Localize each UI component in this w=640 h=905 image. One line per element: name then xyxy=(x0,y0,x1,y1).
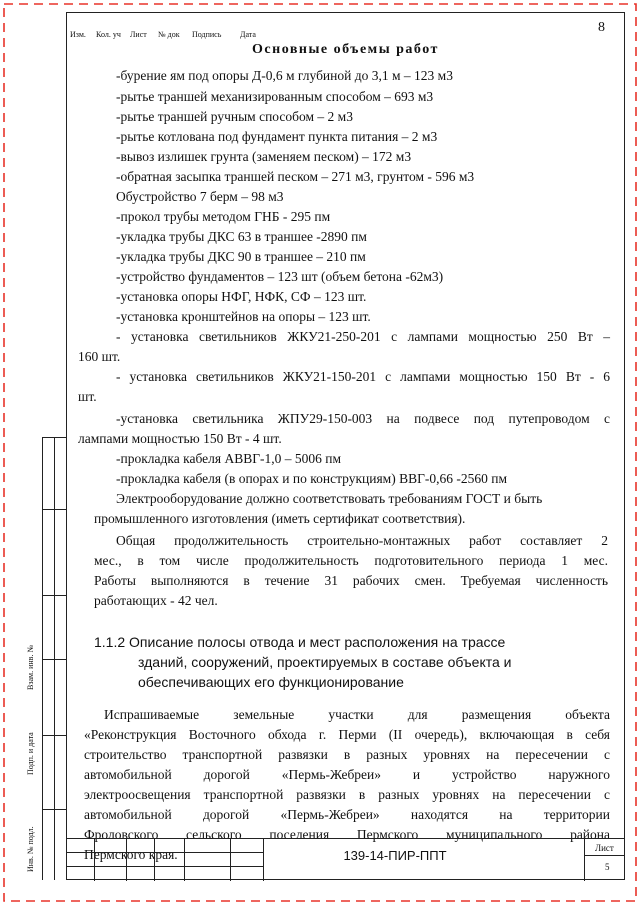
land-text: автомобильной дорогой «Пермь-Жебреи» и устройство наружного xyxy=(84,767,610,782)
stamp-label-n-dok: № док xyxy=(158,30,180,39)
duration-text: Общая продолжительность строительно-монтажных работ составляет 2 xyxy=(116,533,608,548)
section-title: зданий, сооружений, проектируемых в составе объекта и xyxy=(138,654,512,670)
stamp-label-list: Лист xyxy=(130,30,147,39)
equipment-text: промышленного изготовления (иметь сертификат соответствия). xyxy=(94,511,466,526)
stamp-label-podpis: Подпись xyxy=(192,30,222,39)
lamp-item: - установка светильников ЖКУ21-150-201 с лампами мощностью 150 Вт - 6 xyxy=(116,369,610,384)
section-title: 1.1.2 Описание полосы отвода и мест расположения на трассе xyxy=(94,634,506,650)
work-item: -рытье траншей механизированным способом – 693 м3 xyxy=(116,89,434,104)
land-text: строительство транспортной развязки в разных уровнях на пересечении с xyxy=(84,747,610,762)
duration-text: работающих - 42 чел. xyxy=(94,593,218,608)
work-item: -устройство фундаментов – 123 шт (объем бетона -62м3) xyxy=(116,269,444,284)
sheet-number: 5 xyxy=(605,862,610,872)
work-item: -укладка трубы ДКС 63 в траншее -2890 пм xyxy=(116,229,367,244)
duration-text: мес., в том числе продолжительность подготовительного периода 1 мес. xyxy=(94,553,608,568)
page-number: 8 xyxy=(598,20,605,35)
lamp-item-cont: шт. xyxy=(78,389,97,404)
land-text: «Реконструкция Восточного обхода г. Перми (II очередь), включающая в себя xyxy=(84,727,610,742)
registration-sidebar xyxy=(42,437,66,880)
work-item: -вывоз излишек грунта (заменяем песком) – 172 м3 xyxy=(116,149,412,164)
stamp-label-izm: Изм. xyxy=(70,30,86,39)
work-item: Обустройство 7 берм – 98 м3 xyxy=(116,189,284,204)
work-item: -установка опоры НФГ, НФК, СФ – 123 шт. xyxy=(116,289,367,304)
land-text: электроосвещения транспортной развязки в разных уровнях на пересечении с xyxy=(84,787,610,802)
sheet-label: Лист xyxy=(595,843,614,853)
heading-main-volumes: Основные объемы работ xyxy=(252,42,439,57)
equipment-text: Электрооборудование должно соответствовать требованиям ГОСТ и быть xyxy=(116,491,543,506)
lamp-item: - установка светильников ЖКУ21-250-201 с лампами мощностью 250 Вт – xyxy=(116,329,610,344)
cable-item: -прокладка кабеля АВВГ-1,0 – 5006 пм xyxy=(116,451,342,466)
sidebar-label-inv-replace: Взам. инв. № xyxy=(26,644,35,690)
work-item: -рытье котлована под фундамент пункта питания – 2 м3 xyxy=(116,129,438,144)
work-item: -прокол трубы методом ГНБ - 295 пм xyxy=(116,209,331,224)
land-text: автомобильной дорогой «Пермь-Жебреи» находятся на территории xyxy=(84,807,610,822)
cable-item: -прокладка кабеля (в опорах и по конструкциям) ВВГ-0,66 -2560 пм xyxy=(116,471,508,486)
sidebar-label-inv-orig: Инв. № подл. xyxy=(26,826,35,872)
work-item: -установка кронштейнов на опоры – 123 шт. xyxy=(116,309,371,324)
land-text: Пермского края. xyxy=(84,847,178,862)
work-item: -бурение ям под опоры Д-0,6 м глубиной до 3,1 м – 123 м3 xyxy=(116,68,453,83)
section-title: обеспечивающих его функционирование xyxy=(138,674,404,690)
document-code: 139-14-ПИР-ППТ xyxy=(343,848,447,863)
work-item: -укладка трубы ДКС 90 в траншее – 210 пм xyxy=(116,249,366,264)
land-text: Фроловского сельского поселения Пермского муниципального района xyxy=(84,827,610,842)
work-item: -обратная засыпка траншей песком – 271 м3, грунтом - 596 м3 xyxy=(116,169,475,184)
lamp-item-cont: лампами мощностью 150 Вт - 4 шт. xyxy=(78,431,282,446)
work-item: -рытье траншей ручным способом – 2 м3 xyxy=(116,109,353,124)
lamp-item: -установка светильника ЖПУ29-150-003 на подвесе под путепроводом с xyxy=(116,411,610,426)
lamp-item-cont: 160 шт. xyxy=(78,349,121,364)
duration-text: Работы выполняются в течение 31 рабочих смен. Требуемая численность xyxy=(94,573,608,588)
sidebar-label-sign-date: Подп. и дата xyxy=(26,732,35,775)
stamp-label-kol-uch: Кол. уч xyxy=(96,30,121,39)
land-text: Испрашиваемые земельные участки для размещения объекта xyxy=(104,707,610,722)
stamp-label-data: Дата xyxy=(240,30,256,39)
